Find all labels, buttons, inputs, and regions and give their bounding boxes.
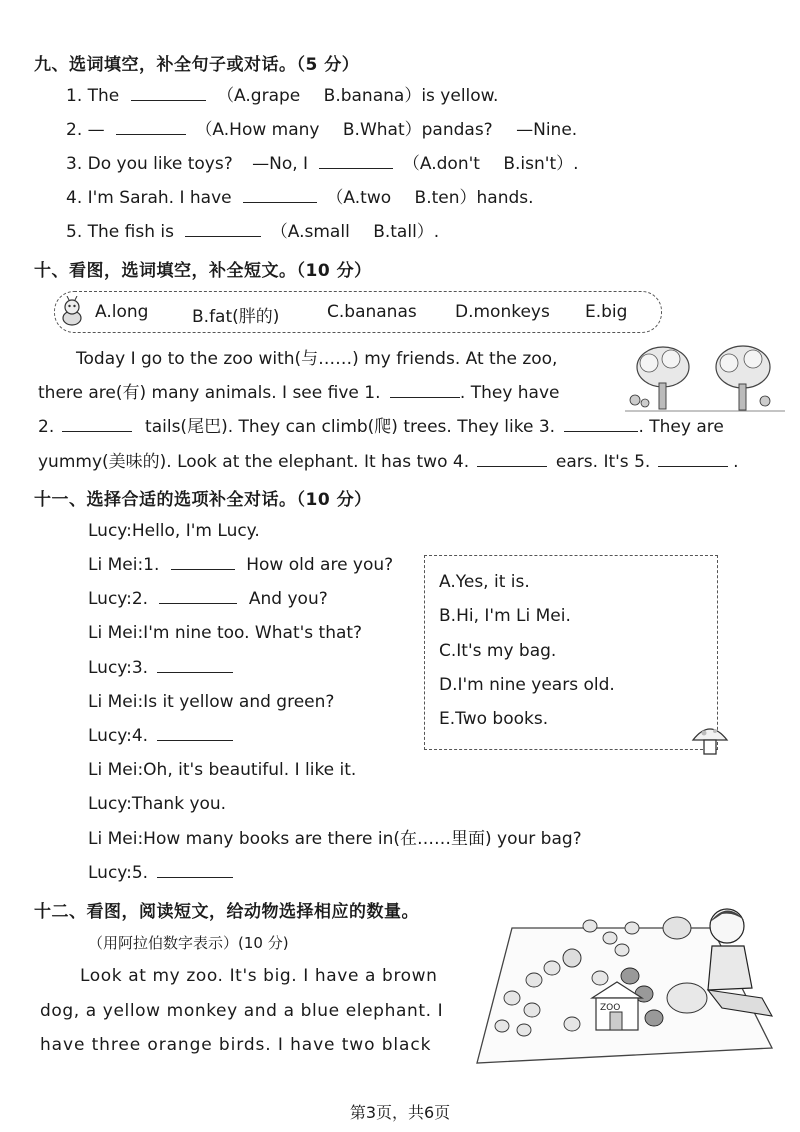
dialogue-option-d: D.I'm nine years old. [439,675,615,695]
zoo-illustration [472,898,777,1074]
dialogue-line-5: Lucy:3. [88,657,233,679]
trees-monkeys-illustration [625,345,785,419]
dialogue-options-box [424,555,718,750]
page-footer: 第3页，共6页 [349,1103,451,1122]
answer-blank[interactable] [62,417,132,432]
word-option-b: B.fat(胖的) [192,307,280,327]
answer-blank[interactable] [658,452,728,467]
dialogue-line-3: Lucy:2. And you? [88,589,328,609]
dialogue-line-2: Li Mei:1. How old are you? [88,555,394,575]
dialogue-option-e: E.Two books. [439,709,549,729]
dialogue-line-10: Li Mei:How many books are there in(在……里面) your bag? [88,829,582,849]
dialogue-line-1: Lucy:Hello, I'm Lucy. [88,521,260,541]
question-9-3: 3. Do you like toys? —No, I （A.don't B.isn't）. [66,154,579,174]
dialogue-line-9: Lucy:Thank you. [88,794,227,814]
zoo-passage-line-1: Look at my zoo. It's big. I have a brown [80,966,438,986]
answer-blank[interactable] [185,222,261,237]
word-option-e: E.big [585,302,628,322]
section-9-title: 九、选词填空，补全句子或对话。（5 分） [34,55,360,75]
dialogue-option-b: B.Hi, I'm Li Mei. [439,606,571,626]
answer-blank[interactable] [171,555,235,570]
section-12-title: 十二、看图，阅读短文，给动物选择相应的数量。 [34,902,419,922]
word-option-d: D.monkeys [455,302,550,322]
zoo-passage-line-3: have three orange birds. I have two black [40,1035,432,1055]
dialogue-option-a: A.Yes, it is. [439,572,530,592]
dialogue-line-7: Lucy:4. [88,725,233,747]
section-11-title: 十一、选择合适的选项补全对话。（10 分） [34,490,372,510]
passage-line-1: Today I go to the zoo with(与……) my friends. At the zoo, [76,349,558,369]
question-9-2: 2. — （A.How many B.What）pandas? —Nine. [66,120,578,140]
passage-line-4: yummy(美味的). Look at the elephant. It has two 4. ears. It's 5. . [38,452,739,472]
worm-icon [57,296,87,333]
answer-blank[interactable] [157,726,233,741]
answer-blank[interactable] [157,658,233,673]
answer-blank[interactable] [131,86,206,101]
question-9-5: 5. The fish is （A.small B.tall）. [66,222,440,242]
mushroom-icon [690,722,730,760]
passage-line-2: there are(有) many animals. I see five 1. . They have [38,383,560,403]
answer-blank[interactable] [477,452,547,467]
dialogue-line-8: Li Mei:Oh, it's beautiful. I like it. [88,760,357,780]
dialogue-line-4: Li Mei:I'm nine too. What's that? [88,623,363,643]
answer-blank[interactable] [564,417,638,432]
answer-blank[interactable] [390,383,460,398]
zoo-sign: ZOO [600,1003,621,1013]
question-9-4: 4. I'm Sarah. I have （A.two B.ten）hands. [66,188,534,208]
passage-line-3: 2. tails(尾巴). They can climb(爬) trees. They like 3. . They are [38,417,724,437]
word-option-a: A.long [95,302,149,322]
word-option-c: C.bananas [327,302,417,322]
answer-blank[interactable] [243,188,317,203]
zoo-passage-line-2: dog, a yellow monkey and a blue elephant. I [40,1001,444,1021]
question-9-1: 1. The （A.grape B.banana）is yellow. [66,86,499,106]
dialogue-line-11: Lucy:5. [88,862,233,884]
answer-blank[interactable] [116,120,186,135]
answer-blank[interactable] [159,589,237,604]
section-12-subtitle: （用阿拉伯数字表示）(10 分) [88,934,289,952]
answer-blank[interactable] [157,863,233,878]
section-10-title: 十、看图，选词填空，补全短文。（10 分） [34,261,372,281]
answer-blank[interactable] [319,154,393,169]
dialogue-line-6: Li Mei:Is it yellow and green? [88,692,335,712]
dialogue-option-c: C.It's my bag. [439,641,557,661]
word-bank [54,291,662,333]
